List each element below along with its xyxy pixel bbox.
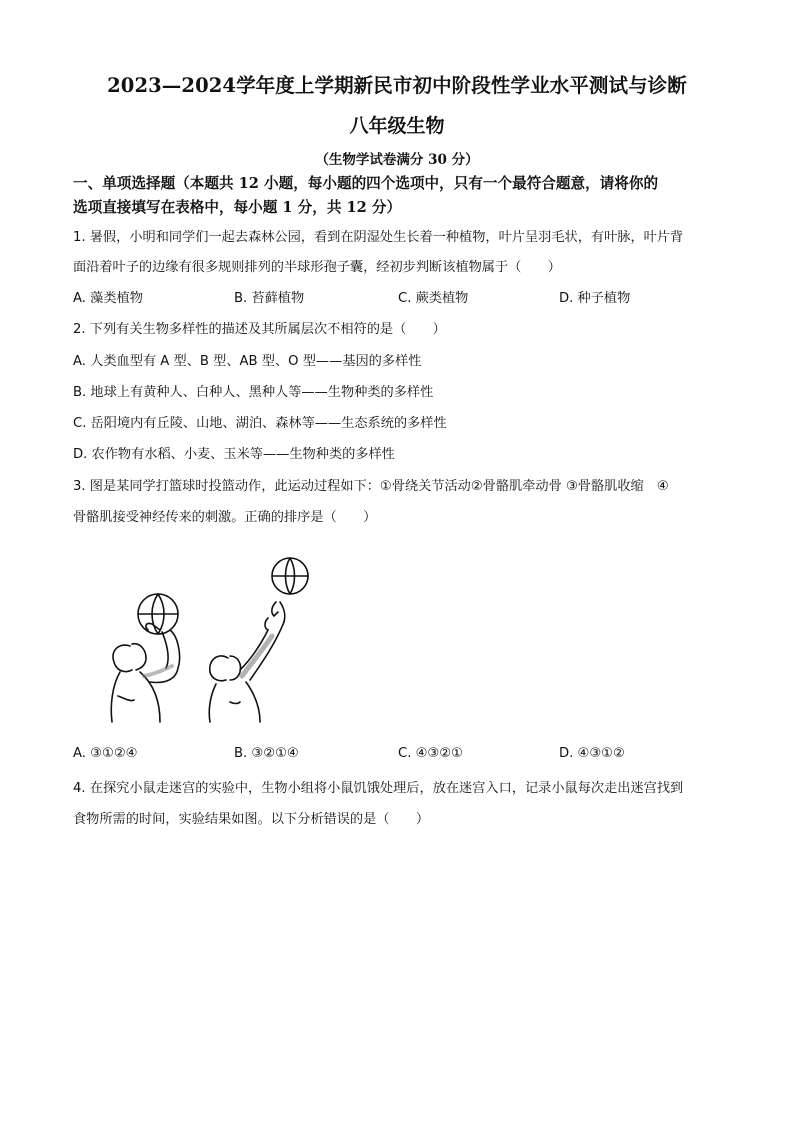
score-note: （生物学试卷满分 30 分） [315,152,479,168]
question-1-option-b: B. 苔藓植物 [234,291,305,306]
basketball-shooting-figure [100,556,320,726]
question-2-option-a: A. 人类血型有 A 型、B 型、AB 型、O 型——基因的多样性 [73,354,422,369]
question-1-option-d: D. 种子植物 [559,291,631,306]
question-4-line1: 4. 在探究小鼠走迷宫的实验中，生物小组将小鼠饥饿处理后，放在迷宫入口，记录小鼠每次走出迷宫找到 [73,781,684,796]
player-figure-2 [209,602,285,722]
question-3-line2: 骨骼肌接受神经传来的刺激。正确的排序是（ ） [73,510,377,525]
question-3-option-c: C. ④③②① [398,746,463,761]
player-figure-1 [111,623,179,722]
question-1-option-c: C. 蕨类植物 [398,291,469,306]
question-4-line2: 食物所需的时间，实验结果如图。以下分析错误的是（ ） [73,812,430,827]
question-2-option-d: D. 农作物有水稻、小麦、玉米等——生物种类的多样性 [73,447,395,462]
question-3-line1: 3. 图是某同学打篮球时投篮动作，此运动过程如下：①骨绕关节活动②骨骼肌牵动骨 ③骨骼肌收缩 ④ [73,479,669,494]
exam-subtitle: 八年级生物 [349,115,445,137]
question-1-line1: 1. 暑假，小明和同学们一起去森林公园，看到在阴湿处生长着一种植物，叶片呈羽毛状，有叶脉，叶片背 [73,230,684,245]
basketball-icon [272,558,308,594]
question-3-option-a: A. ③①②④ [73,746,138,761]
question-1-line2: 面沿着叶子的边缘有很多规则排列的半球形孢子囊，经初步判断该植物属于（ ） [73,260,561,275]
section-heading-line2: 选项直接填写在表格中，每小题 1 分，共 12 分） [73,199,402,216]
exam-title: 2023—2024学年度上学期新民市初中阶段性学业水平测试与诊断 [107,74,687,97]
question-2-option-c: C. 岳阳境内有丘陵、山地、湖泊、森林等——生态系统的多样性 [73,416,447,431]
section-heading-line1: 一、单项选择题（本题共 12 小题，每小题的四个选项中，只有一个最符合题意，请将你的 [73,175,659,192]
question-2-line1: 2. 下列有关生物多样性的描述及其所属层次不相符的是（ ） [73,322,446,337]
question-3-option-b: B. ③②①④ [234,746,299,761]
question-1-option-a: A. 藻类植物 [73,291,143,306]
question-2-option-b: B. 地球上有黄种人、白种人、黑种人等——生物种类的多样性 [73,385,434,400]
question-3-option-d: D. ④③①② [559,746,625,761]
